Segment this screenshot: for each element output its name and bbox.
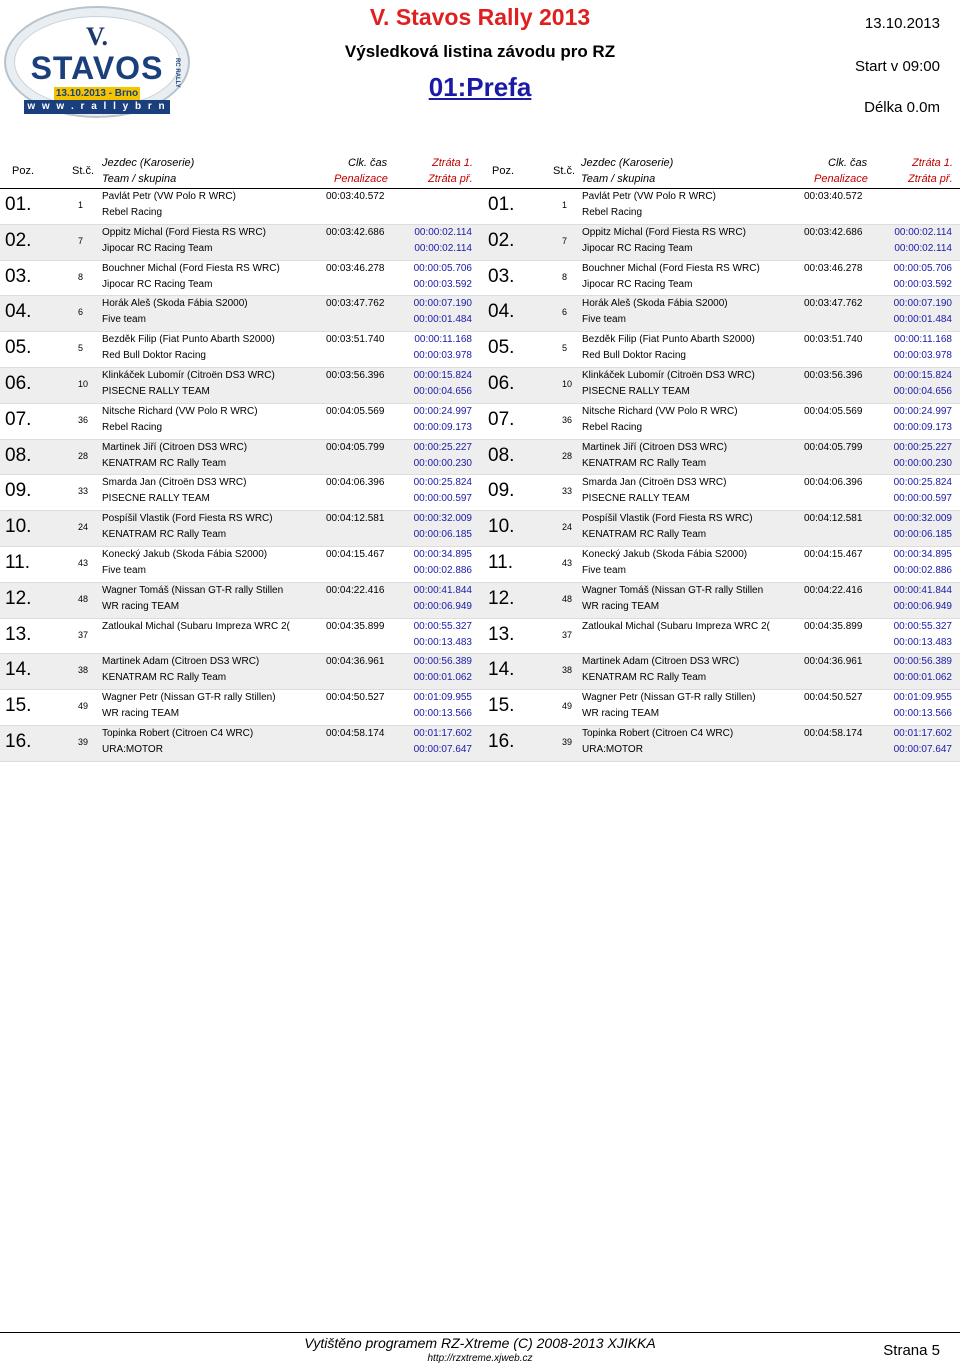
loss-prev-cell: 00:00:04.656 (893, 385, 952, 397)
driver-cell: Horák Aleš (Škoda Fábia S2000) (102, 298, 248, 310)
time-cell: 00:04:15.467 (804, 548, 863, 560)
driver-cell: Klinkáček Lubomír (Citroën DS3 WRC) (582, 369, 755, 381)
time-cell: 00:04:06.396 (804, 477, 863, 489)
team-cell: WR racing TEAM (102, 708, 180, 720)
position-cell: 07. (488, 408, 515, 430)
loss-prev-cell: 00:00:01.484 (413, 314, 472, 326)
start-number-cell: 33 (78, 486, 89, 497)
loss-prev-cell: 00:00:00.230 (413, 457, 472, 469)
start-number-cell: 49 (562, 701, 573, 712)
time-cell: 00:03:42.686 (326, 226, 385, 238)
loss-prev-cell: 00:00:02.114 (894, 242, 952, 254)
start-number-cell: 24 (562, 522, 573, 533)
table-row (480, 475, 960, 511)
time-cell: 00:03:56.396 (326, 369, 385, 381)
table-row (0, 619, 480, 655)
loss-prev-cell: 00:00:03.978 (893, 350, 952, 362)
loss-first-cell: 00:01:09.955 (413, 692, 472, 704)
team-cell: KENATRAM RC Rally Team (102, 457, 227, 469)
driver-cell: Wagner Tomáš (Nissan GT-R rally Stillen (582, 584, 764, 596)
col-loss-first: Ztráta 1. (912, 157, 953, 169)
loss-first-cell: 00:00:56.389 (413, 656, 472, 668)
loss-first-cell: 00:00:02.114 (414, 226, 472, 238)
team-cell: Red Bull Doktor Racing (582, 350, 686, 362)
time-cell: 00:03:46.278 (326, 262, 385, 274)
loss-first-cell: 00:01:17.602 (413, 727, 472, 739)
col-num: St.č. (72, 165, 95, 177)
footer-url[interactable]: http://rzxtreme.xjweb.cz (427, 1353, 533, 1364)
time-cell: 00:04:36.961 (326, 656, 385, 668)
results-table-left (0, 155, 480, 762)
table-row (480, 225, 960, 261)
position-cell: 15. (5, 695, 32, 717)
table-row (480, 690, 960, 726)
loss-first-cell: 00:01:09.955 (893, 692, 952, 704)
driver-cell: Martinek Jiří (Citroen DS3 WRC) (582, 441, 728, 453)
loss-prev-cell: 00:00:06.949 (413, 600, 472, 612)
time-cell: 00:03:47.762 (804, 298, 863, 310)
col-time: Clk. čas (828, 157, 868, 169)
driver-cell: Bezděk Filip (Fiat Punto Abarth S2000) (102, 334, 275, 346)
position-cell: 11. (488, 551, 514, 573)
start-number-cell: 33 (562, 486, 573, 497)
table-row (480, 189, 960, 225)
loss-prev-cell: 00:00:04.656 (413, 385, 472, 397)
col-loss-prev: Ztráta př. (428, 173, 473, 185)
table-row (480, 332, 960, 368)
position-cell: 13. (488, 623, 515, 645)
team-cell: KENATRAM RC Rally Team (102, 672, 227, 684)
table-row (0, 440, 480, 476)
loss-prev-cell: 00:00:00.597 (893, 493, 952, 505)
driver-cell: Oppitz Michal (Ford Fiesta RS WRC) (102, 226, 266, 238)
start-number-cell: 48 (562, 593, 573, 604)
results-table-right (480, 155, 960, 762)
col-penalty: Penalizace (334, 173, 388, 185)
position-cell: 06. (488, 372, 515, 394)
col-team: Team / skupina (102, 173, 177, 185)
loss-first-cell: 00:00:55.327 (893, 620, 952, 632)
team-cell: Jipocar RC Racing Team (102, 242, 213, 254)
team-cell: PÍSEČNÉ RALLY TEAM (102, 493, 210, 505)
start-number-cell: 7 (562, 235, 568, 246)
position-cell: 06. (5, 372, 32, 394)
start-number-cell: 6 (78, 307, 84, 318)
page-number: Strana 5 (883, 1342, 940, 1359)
table-row (0, 726, 480, 762)
table-row (0, 690, 480, 726)
table-row (0, 189, 480, 225)
driver-cell: Bouchner Michal (Ford Fiesta RS WRC) (102, 262, 280, 274)
time-cell: 00:03:40.572 (326, 191, 385, 202)
driver-cell: Martinek Adam (Citroen DS3 WRC) (102, 656, 260, 668)
start-number-cell: 48 (78, 593, 89, 604)
loss-first-cell: 00:00:32.009 (413, 513, 472, 525)
col-driver: Jezdec (Karoserie) (102, 157, 195, 169)
loss-prev-cell: 00:00:07.647 (413, 743, 472, 755)
driver-cell: Martinek Jiří (Citroen DS3 WRC) (102, 441, 248, 453)
driver-cell: Topinka Robert (Citroen C4 WRC) (582, 727, 734, 739)
loss-prev-cell: 00:00:06.949 (893, 600, 952, 612)
start-number-cell: 36 (78, 414, 89, 425)
loss-first-cell: 00:00:05.706 (413, 262, 472, 274)
time-cell: 00:04:50.527 (326, 692, 385, 704)
table-row (480, 583, 960, 619)
time-cell: 00:03:51.740 (804, 334, 863, 346)
table-row (0, 511, 480, 547)
col-num: St.č. (553, 165, 576, 177)
loss-first-cell: 00:00:25.227 (413, 441, 472, 453)
position-cell: 02. (488, 229, 515, 251)
driver-cell: Martinek Adam (Citroen DS3 WRC) (582, 656, 740, 668)
driver-cell: Zatloukal Michal (Subaru Impreza WRC 2( (582, 620, 770, 632)
col-loss-prev: Ztráta př. (908, 173, 953, 185)
start-number-cell: 28 (78, 450, 89, 461)
time-cell: 00:04:06.396 (326, 477, 385, 489)
position-cell: 10. (5, 516, 32, 538)
position-cell: 10. (488, 516, 515, 538)
table-header (480, 155, 960, 189)
team-cell: PÍSEČNÉ RALLY TEAM (582, 493, 690, 505)
team-cell: WR racing TEAM (582, 600, 660, 612)
col-pos: Poz. (12, 165, 35, 177)
team-cell: Five team (582, 314, 626, 326)
position-cell: 01. (488, 194, 515, 215)
stage-length: Délka 0.0m (864, 99, 940, 116)
position-cell: 12. (488, 587, 515, 609)
table-row (0, 368, 480, 404)
table-row (0, 583, 480, 619)
col-team: Team / skupina (581, 173, 656, 185)
loss-prev-cell: 00:00:03.592 (893, 278, 952, 290)
start-number-cell: 39 (78, 736, 89, 747)
start-number-cell: 36 (562, 414, 573, 425)
start-number-cell: 10 (562, 378, 573, 389)
table-row (0, 654, 480, 690)
loss-prev-cell: 00:00:01.484 (893, 314, 952, 326)
loss-prev-cell: 00:00:06.185 (893, 529, 952, 541)
page-subtitle: Výsledková listina závodu pro RZ (344, 42, 616, 61)
position-cell: 16. (5, 730, 32, 752)
position-cell: 05. (488, 337, 515, 359)
loss-first-cell: 00:00:07.190 (893, 298, 952, 310)
table-row (480, 619, 960, 655)
driver-cell: Pospíšil Vlastik (Ford Fiesta RS WRC) (102, 513, 273, 525)
team-cell: Rebel Racing (102, 421, 163, 433)
time-cell: 00:04:12.581 (326, 513, 385, 525)
position-cell: 04. (488, 301, 515, 323)
loss-first-cell: 00:00:15.824 (893, 369, 952, 381)
table-row (0, 261, 480, 297)
time-cell: 00:04:05.799 (326, 441, 385, 453)
start-number-cell: 10 (78, 378, 89, 389)
position-cell: 05. (5, 337, 32, 359)
driver-cell: Pospíšil Vlastik (Ford Fiesta RS WRC) (582, 513, 753, 525)
team-cell: Red Bull Doktor Racing (102, 350, 206, 362)
position-cell: 11. (5, 551, 31, 573)
footer-divider (0, 1332, 960, 1333)
time-cell: 00:03:51.740 (326, 334, 385, 346)
loss-first-cell: 00:00:15.824 (413, 369, 472, 381)
driver-cell: Topinka Robert (Citroen C4 WRC) (102, 727, 254, 739)
position-cell: 08. (488, 444, 515, 466)
position-cell: 02. (5, 229, 32, 251)
loss-prev-cell: 00:00:13.566 (413, 708, 472, 720)
start-number-cell: 24 (78, 522, 89, 533)
loss-prev-cell: 00:00:01.062 (413, 672, 472, 684)
driver-cell: Pavlát Petr (VW Polo R WRC) (102, 191, 236, 202)
loss-prev-cell: 00:00:02.114 (414, 242, 472, 254)
driver-cell: Bouchner Michal (Ford Fiesta RS WRC) (582, 262, 760, 274)
loss-first-cell: 00:00:02.114 (894, 226, 952, 238)
team-cell: Five team (582, 564, 626, 576)
time-cell: 00:04:05.569 (804, 405, 863, 417)
table-row (480, 404, 960, 440)
team-cell: Rebel Racing (102, 207, 163, 218)
loss-first-cell: 00:00:24.997 (893, 405, 952, 417)
start-number-cell: 1 (562, 200, 568, 210)
loss-prev-cell: 00:00:00.597 (413, 493, 472, 505)
loss-prev-cell: 00:00:02.886 (413, 564, 472, 576)
position-cell: 14. (488, 659, 515, 681)
logo-name: STAVOS (30, 50, 164, 86)
col-time: Clk. čas (348, 157, 388, 169)
team-cell: URA:MOTOR (102, 743, 163, 755)
team-cell: Five team (102, 564, 146, 576)
team-cell: PÍSEČNÉ RALLY TEAM (102, 385, 210, 397)
col-penalty: Penalizace (814, 173, 868, 185)
logo-date: 13.10.2013 - Brno (55, 88, 139, 99)
footer-program: Vytištěno programem RZ-Xtreme (C) 2008-2013 XJIKKA (304, 1335, 656, 1351)
start-number-cell: 6 (562, 307, 568, 318)
time-cell: 00:04:15.467 (326, 548, 385, 560)
time-cell: 00:04:22.416 (804, 584, 863, 596)
driver-cell: Wagner Petr (Nissan GT-R rally Stillen) (102, 692, 276, 704)
driver-cell: Oppitz Michal (Ford Fiesta RS WRC) (582, 226, 746, 238)
team-cell: WR racing TEAM (582, 708, 660, 720)
driver-cell: Nitsche Richard (VW Polo R WRC) (582, 405, 738, 417)
col-pos: Poz. (492, 165, 515, 177)
table-header (0, 155, 480, 189)
start-number-cell: 49 (78, 701, 89, 712)
time-cell: 00:03:47.762 (326, 298, 385, 310)
position-cell: 09. (5, 480, 32, 502)
loss-prev-cell: 00:00:07.647 (893, 743, 952, 755)
driver-cell: Nitsche Richard (VW Polo R WRC) (102, 405, 258, 417)
col-driver: Jezdec (Karoserie) (581, 157, 674, 169)
loss-first-cell: 00:00:25.824 (413, 477, 472, 489)
driver-cell: Klinkáček Lubomír (Citroën DS3 WRC) (102, 369, 275, 381)
time-cell: 00:04:05.569 (326, 405, 385, 417)
start-number-cell: 8 (562, 271, 568, 282)
time-cell: 00:03:56.396 (804, 369, 863, 381)
start-number-cell: 8 (78, 271, 84, 282)
time-cell: 00:04:05.799 (804, 441, 863, 453)
loss-prev-cell: 00:00:03.592 (413, 278, 472, 290)
loss-first-cell: 00:00:05.706 (893, 262, 952, 274)
team-cell: Rebel Racing (582, 421, 643, 433)
start-number-cell: 28 (562, 450, 573, 461)
loss-first-cell: 00:01:17.602 (893, 727, 952, 739)
team-cell: Jipocar RC Racing Team (582, 242, 693, 254)
team-cell: WR racing TEAM (102, 600, 180, 612)
driver-cell: Wagner Petr (Nissan GT-R rally Stillen) (582, 692, 756, 704)
loss-first-cell: 00:00:24.997 (413, 405, 472, 417)
team-cell: KENATRAM RC Rally Team (582, 457, 707, 469)
time-cell: 00:04:12.581 (804, 513, 863, 525)
loss-prev-cell: 00:00:00.230 (893, 457, 952, 469)
loss-first-cell: 00:00:11.168 (894, 334, 952, 346)
position-cell: 03. (5, 265, 32, 287)
table-row (480, 296, 960, 332)
driver-cell: Wagner Tomáš (Nissan GT-R rally Stillen (102, 584, 284, 596)
team-cell: KENATRAM RC Rally Team (582, 529, 707, 541)
loss-first-cell: 00:00:25.824 (893, 477, 952, 489)
time-cell: 00:03:40.572 (804, 191, 863, 202)
time-cell: 00:04:36.961 (804, 656, 863, 668)
loss-first-cell: 00:00:41.844 (893, 584, 952, 596)
time-cell: 00:03:42.686 (804, 226, 863, 238)
team-cell: PÍSEČNÉ RALLY TEAM (582, 385, 690, 397)
logo-edition: V. (86, 22, 108, 51)
logo-website: w w w . r a l l y b r n o . c z (24, 100, 170, 114)
loss-prev-cell: 00:00:03.978 (413, 350, 472, 362)
loss-prev-cell: 00:00:13.483 (413, 636, 472, 648)
driver-cell: Horák Aleš (Škoda Fábia S2000) (582, 298, 728, 310)
driver-cell: Zatloukal Michal (Subaru Impreza WRC 2( (102, 620, 290, 632)
results-rows (480, 189, 960, 762)
start-number-cell: 37 (562, 629, 573, 640)
time-cell: 00:04:58.174 (326, 727, 385, 739)
loss-first-cell: 00:00:32.009 (893, 513, 952, 525)
team-cell: KENATRAM RC Rally Team (102, 529, 227, 541)
team-cell: Rebel Racing (582, 207, 643, 218)
loss-first-cell: 00:00:41.844 (413, 584, 472, 596)
start-number-cell: 1 (78, 200, 84, 210)
table-row (0, 225, 480, 261)
start-number-cell: 39 (562, 736, 573, 747)
position-cell: 07. (5, 408, 32, 430)
loss-prev-cell: 00:00:09.173 (413, 421, 472, 433)
loss-first-cell: 00:00:34.895 (413, 548, 472, 560)
loss-prev-cell: 00:00:09.173 (893, 421, 952, 433)
start-number-cell: 5 (562, 343, 568, 354)
start-number-cell: 43 (562, 557, 573, 568)
position-cell: 12. (5, 587, 32, 609)
table-row (480, 261, 960, 297)
loss-prev-cell: 00:00:13.566 (893, 708, 952, 720)
position-cell: 14. (5, 659, 32, 681)
time-cell: 00:04:50.527 (804, 692, 863, 704)
table-row (0, 475, 480, 511)
event-date: 13.10.2013 (864, 15, 940, 32)
loss-first-cell: 00:00:34.895 (893, 548, 952, 560)
position-cell: 08. (5, 444, 32, 466)
position-cell: 04. (5, 301, 32, 323)
position-cell: 13. (5, 623, 32, 645)
team-cell: Jipocar RC Racing Team (582, 278, 693, 290)
loss-prev-cell: 00:00:13.483 (893, 636, 952, 648)
table-row (480, 726, 960, 762)
driver-cell: Konecký Jakub (Škoda Fábia S2000) (102, 548, 268, 560)
results-rows (0, 189, 480, 762)
stage-name: 01:Prefa (428, 72, 532, 102)
team-cell: Five team (102, 314, 146, 326)
table-row (480, 547, 960, 583)
loss-first-cell: 00:00:07.190 (413, 298, 472, 310)
driver-cell: Bezděk Filip (Fiat Punto Abarth S2000) (582, 334, 755, 346)
start-number-cell: 38 (78, 665, 89, 676)
event-logo (4, 6, 190, 126)
driver-cell: Šmarda Jan (Citroën DS3 WRC) (582, 477, 727, 489)
driver-cell: Konecký Jakub (Škoda Fábia S2000) (582, 548, 748, 560)
loss-first-cell: 00:00:55.327 (413, 620, 472, 632)
loss-first-cell: 00:00:11.168 (414, 334, 472, 346)
col-loss-first: Ztráta 1. (432, 157, 473, 169)
table-row (0, 332, 480, 368)
driver-cell: Šmarda Jan (Citroën DS3 WRC) (102, 477, 247, 489)
loss-first-cell: 00:00:56.389 (893, 656, 952, 668)
team-cell: URA:MOTOR (582, 743, 643, 755)
table-row (0, 404, 480, 440)
position-cell: 03. (488, 265, 515, 287)
start-time: Start v 09:00 (854, 58, 940, 75)
loss-prev-cell: 00:00:01.062 (893, 672, 952, 684)
time-cell: 00:04:58.174 (804, 727, 863, 739)
position-cell: 16. (488, 730, 515, 752)
team-cell: KENATRAM RC Rally Team (582, 672, 707, 684)
table-row (0, 296, 480, 332)
start-number-cell: 7 (78, 235, 84, 246)
team-cell: Jipocar RC Racing Team (102, 278, 213, 290)
loss-prev-cell: 00:00:02.886 (893, 564, 952, 576)
loss-prev-cell: 00:00:06.185 (413, 529, 472, 541)
table-row (480, 368, 960, 404)
table-row (480, 654, 960, 690)
logo-side-text: RC RALLY (174, 58, 180, 88)
time-cell: 00:04:22.416 (326, 584, 385, 596)
start-number-cell: 5 (78, 343, 84, 354)
table-row (0, 547, 480, 583)
time-cell: 00:04:35.899 (804, 620, 863, 632)
driver-cell: Pavlát Petr (VW Polo R WRC) (582, 191, 716, 202)
start-number-cell: 38 (562, 665, 573, 676)
table-row (480, 511, 960, 547)
table-row (480, 440, 960, 476)
loss-first-cell: 00:00:25.227 (893, 441, 952, 453)
position-cell: 15. (488, 695, 515, 717)
time-cell: 00:04:35.899 (326, 620, 385, 632)
position-cell: 09. (488, 480, 515, 502)
time-cell: 00:03:46.278 (804, 262, 863, 274)
page-title: V. Stavos Rally 2013 (369, 4, 591, 30)
position-cell: 01. (5, 194, 32, 215)
start-number-cell: 43 (78, 557, 89, 568)
start-number-cell: 37 (78, 629, 89, 640)
